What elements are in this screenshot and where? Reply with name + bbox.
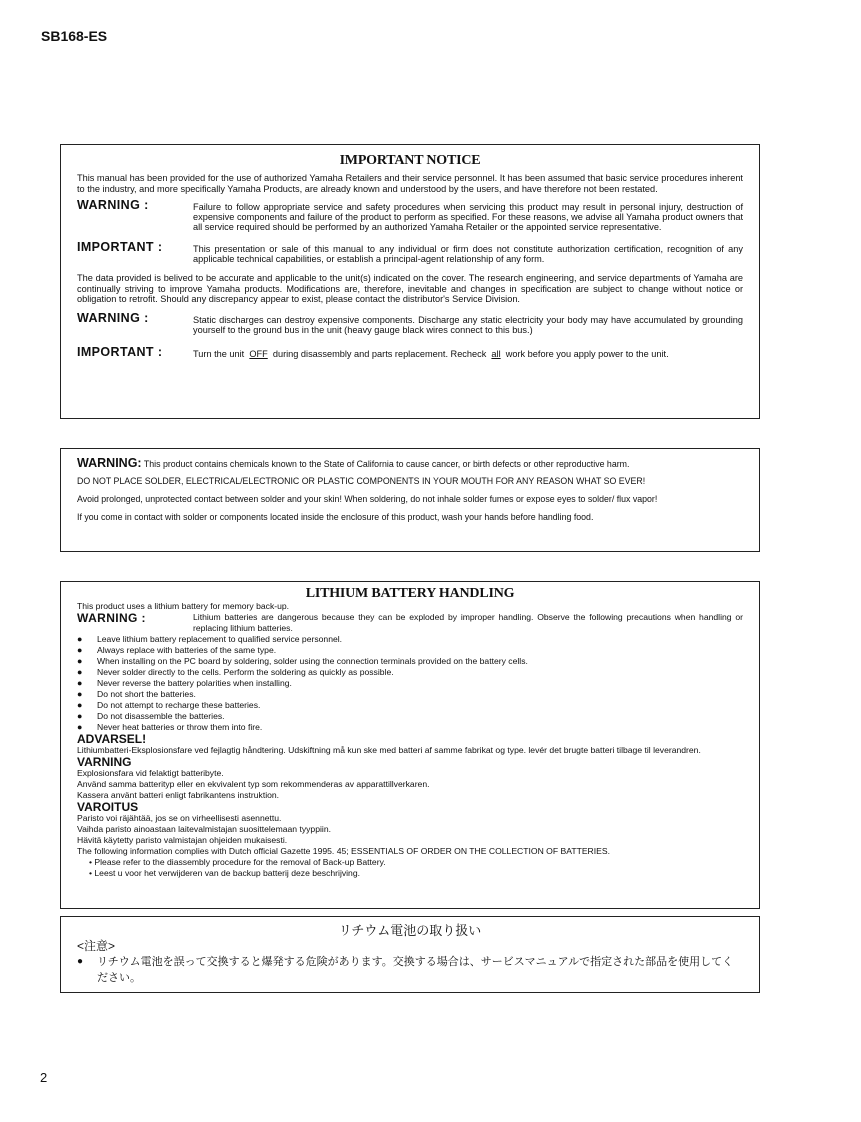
varoitus-line: Vaihda paristo ainoastaan laitevalmistajan suosittelemaan tyyppiin. [77,824,331,834]
varning-lines [77,768,743,801]
page-number: 2 [40,1070,48,1085]
warning1-text: Failure to follow appropriate service and safety procedures when servicing this product may result in personal injury, destruction of expensive components and failure of the product to perform as specified. For these reasons, we advise all Yamaha product owners that all service required should be performed by an authorized Yamaha Retailer or the appointed service representative. [193,202,743,232]
lithium-warning-label: WARNING : [77,611,146,625]
jp-caution: <注意> [77,939,116,953]
important1-row [77,242,743,264]
dot-line: • Please refer to the diassembly procedure for the removal of Back-up Battery. [89,857,386,867]
doc-code: SB168-ES [41,28,108,44]
varning-line: Använd samma batterityp eller en ekvivalent typ som rekommenderas av apparattillverkaren. [77,779,430,789]
warning2-text: Static discharges can destroy expensive components. Discharge any static electricity your body may have accumulated by grounding yourself to the ground bus in the unit (heavy gauge black wires connect to this bus.) [193,314,743,335]
advarsel-text: Lithiumbatteri-Eksplosionsfare ved fejlagtig håndtering. Udskiftning må kun ske med batteri af samme fabrikat og type. levér det brugte batteri tilbage til leverandren. [77,745,701,755]
lithium-bullet-item: ● Do not short the batteries. [77,689,743,700]
important2-row [77,344,743,359]
california-line1: WARNING: This product contains chemicals known to the State of California to cause cancer, or birth defects or other reproductive harm. [77,456,630,470]
lithium-bullet-item: ● Never reverse the battery polarities when installing. [77,678,743,689]
jp-text: ● リチウム電池を誤って交換すると爆発する危険があります。交換する場合は、サービスマニュアルで指定された部品を使用してください。 [77,954,743,986]
lithium-bullet-item: ● Always replace with batteries of the same type. [77,645,743,656]
california-line2: DO NOT PLACE SOLDER, ELECTRICAL/ELECTRONIC OR PLASTIC COMPONENTS IN YOUR MOUTH FOR ANY REASON WHAT SO EVER! [77,476,646,486]
california-warning-box [60,448,760,552]
japanese-lithium-box [60,916,760,993]
warning2-row [77,310,743,335]
varoitus-line: Hävitä käytetty paristo valmistajan ohjeiden mukaisesti. [77,835,288,845]
lithium-bullet-item: ● Leave lithium battery replacement to qualified service personnel. [77,634,743,645]
advarsel-label: ADVARSEL! [77,732,147,746]
varoitus-lines [77,813,743,857]
varoitus-label: VAROITUS [77,800,139,814]
off-underlined: OFF [249,348,268,359]
california-label: WARNING: [77,456,142,470]
varning-line: Kassera använt batteri enligt fabrikantens instruktion. [77,790,280,800]
dot-lines [77,857,743,879]
california-line4: If you come in contact with solder or components located inside the enclosure of this product, wash your hands before handling food. [77,512,594,522]
varoitus-line: Paristo voi räjähtää, jos se on virheellisesti asennettu. [77,813,282,823]
lithium-title: LITHIUM BATTERY HANDLING [305,586,515,601]
lithium-warning-row [77,612,743,634]
warning2-label: WARNING : [77,310,149,325]
notice-data-para: The data provided is belived to be accurate and applicable to the unit(s) indicated on the cover. The research engineering, and service departments of Yamaha are continually striving to improve Yamaha products. Modifications are, therefore, inevitable and changes in specification are subject to change without notice or obligation to retrofit. Should any discrepancy appear to exist, please contact the distributor's Service Division. [77,273,743,304]
california-line3: Avoid prolonged, unprotected contact between solder and your skin! When soldering, do not inhale solder fumes or expose eyes to solder/ flux vapor! [77,494,658,504]
important2-text: Turn the unit OFF during disassembly and parts replacement. Recheck all work before you apply power to the unit. [193,348,669,359]
lithium-bullet-item: ● When installing on the PC board by soldering, solder using the connection terminals provided on the battery cells. [77,656,743,667]
important-notice-box [60,144,760,419]
varning-line: Explosionsfara vid felaktigt batteribyte. [77,768,224,778]
warning1-label: WARNING : [77,198,149,212]
varoitus-line: The following information complies with Dutch official Gazette 1995. 45; ESSENTIALS OF ORDER ON THE COLLECTION OF BATTERIES. [77,846,610,856]
important1-text: This presentation or sale of this manual to any individual or firm does not constitute authorization certification, recognition of any applicable technical capabilities, or establish a principal-agent relationship of any form. [193,244,743,264]
varning-label: VARNING [77,755,132,769]
important1-label: IMPORTANT : [77,240,163,254]
lithium-bullet-item: ● Never heat batteries or throw them into fire. [77,722,743,733]
lithium-bullet-item: ● Do not attempt to recharge these batteries. [77,700,743,711]
jp-title: リチウム電池の取り扱い [338,923,482,938]
dot-line: • Leest u voor het verwijderen van de backup batterij deze beschrijving. [89,868,361,878]
warning1-row [77,200,743,232]
notice-intro: This manual has been provided for the use of authorized Yamaha Retailers and their service personnel. It has been assumed that basic service procedures inherent to the industry, and more specifically Yamaha Products, are already known and understood by the users, and have therefore not been restated. [77,173,743,194]
lithium-intro: This product uses a lithium battery for memory back-up. [77,601,290,611]
all-underlined: all [491,348,501,359]
lithium-bullet-item: ● Do not disassemble the batteries. [77,711,743,722]
notice-title: IMPORTANT NOTICE [339,153,481,168]
lithium-bullet-list [77,634,743,733]
lithium-warning-text: Lithium batteries are dangerous because they can be exploded by improper handling. Observe the following precautions when handling or replacing lithium batteries. [193,612,743,633]
lithium-bullet-item: ● Never solder directly to the cells. Perform the soldering as quickly as possible. [77,667,743,678]
lithium-battery-box [60,581,760,909]
important2-label: IMPORTANT : [77,344,163,359]
